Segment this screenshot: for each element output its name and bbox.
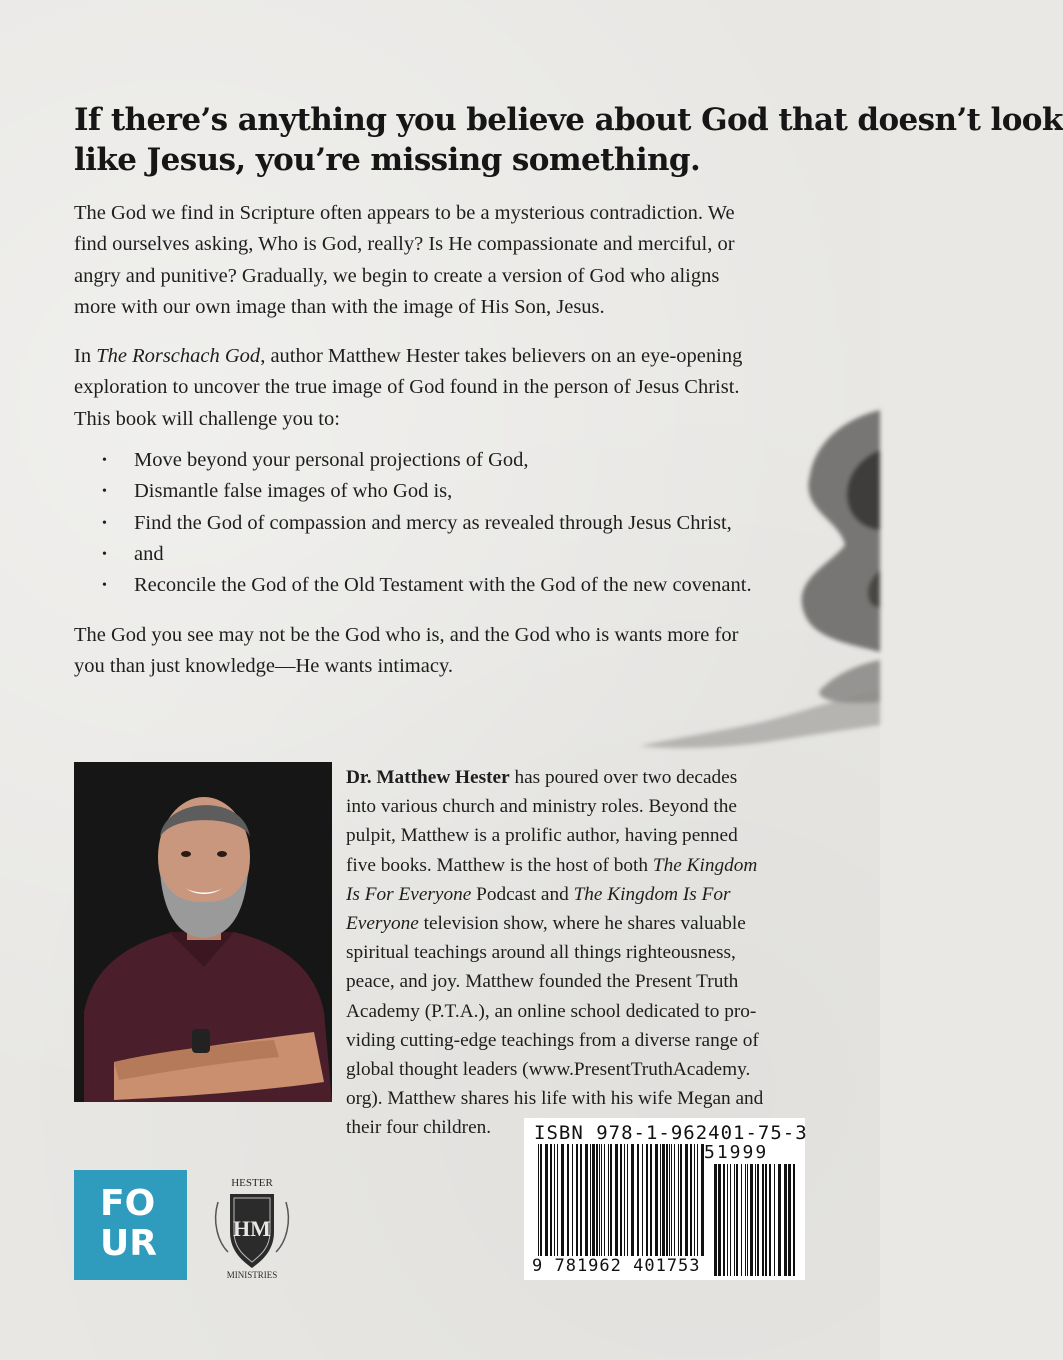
barcode-addon-bar: [723, 1164, 725, 1276]
bio-line: viding cutting-edge teachings from a diverse range of: [346, 1029, 759, 1051]
list-item: • Reconcile the God of the Old Testament with the God of the new covenant.: [74, 570, 814, 601]
closing-paragraph: [74, 620, 814, 683]
barcode-addon-bar: [784, 1164, 787, 1276]
bio-line: into various church and ministry roles. Beyond the: [346, 796, 737, 818]
barcode-bar: [572, 1144, 573, 1256]
show-title: Everyone: [346, 913, 419, 935]
bio-line: global thought leaders (www.PresentTruthAcademy.: [346, 1059, 751, 1081]
barcode-bar: [674, 1144, 675, 1256]
barcode-bar: [646, 1144, 648, 1256]
four-logo-text-top: FO: [100, 1183, 156, 1224]
four-logo-text-bottom: UR: [100, 1223, 157, 1264]
list-item-continuation: • and: [74, 539, 814, 570]
barcode-bar: [690, 1144, 692, 1256]
bio-line: spiritual teachings around all things righteousness,: [346, 942, 736, 964]
bio-text: five books. Matthew is the host of both: [346, 854, 653, 876]
barcode-bar: [697, 1144, 698, 1256]
barcode-bar: [610, 1144, 612, 1256]
bio-text: has poured over two decades: [509, 767, 738, 788]
barcode-addon-bar: [734, 1164, 735, 1276]
barcode-bar: [576, 1144, 578, 1256]
barcode-bar: [567, 1144, 569, 1256]
intro-line-4: more with our own image than with the image of His Son, Jesus.: [74, 295, 605, 318]
barcode-bar: [669, 1144, 670, 1256]
intro-paragraph: [74, 198, 814, 323]
author-name: Dr. Matthew Hester: [346, 767, 510, 788]
barcode-bar: [627, 1144, 628, 1256]
author-bio: [346, 763, 816, 1143]
barcode-addon-bar: [757, 1164, 759, 1276]
barcode-addon-bar: [736, 1164, 738, 1276]
barcode-addon-bar: [769, 1164, 771, 1276]
barcode-bar: [655, 1144, 658, 1256]
headline-line-2: like Jesus, you’re missing something.: [74, 142, 701, 178]
summary-line-3: This book will challenge you to:: [74, 407, 340, 430]
barcode-bar: [590, 1144, 591, 1256]
barcode-bar: [615, 1144, 618, 1256]
barcode-addon-bar: [788, 1164, 791, 1276]
barcode-bar: [585, 1144, 588, 1256]
author-portrait-illustration: [74, 762, 332, 1102]
closing-line-1: The God you see may not be the God who is, and the God who is wants more for: [74, 624, 739, 646]
barcode-addon-bar: [718, 1164, 721, 1276]
bio-line: their four children.: [346, 1117, 492, 1139]
list-item: • Move beyond your personal projections of God,: [74, 445, 814, 476]
barcode-bar: [694, 1144, 695, 1256]
barcode-bar: [608, 1144, 609, 1256]
barcode-bar: [660, 1144, 661, 1256]
shield-icon: [210, 1172, 294, 1282]
barcode-bar: [545, 1144, 548, 1256]
barcode-bar: [678, 1144, 679, 1256]
list-item: • Find the God of compassion and mercy as revealed through Jesus Christ,: [74, 508, 814, 539]
bio-text: Podcast and: [471, 883, 574, 905]
show-title: Is For Everyone: [346, 883, 472, 905]
barcode-bar: [540, 1144, 542, 1256]
barcode-bar: [601, 1144, 602, 1256]
headline: [74, 100, 1063, 180]
list-item: • Dismantle false images of who God is,: [74, 476, 814, 507]
summary-line-2: exploration to uncover the true image of God found in the person of Jesus Christ.: [74, 376, 740, 399]
isbn-label: ISBN 978-1-962401-75-3: [534, 1122, 808, 1144]
barcode-addon-bar: [765, 1164, 767, 1276]
barcode-bar: [685, 1144, 688, 1256]
barcode-addon-bar: [762, 1164, 764, 1276]
barcode-bar: [662, 1144, 665, 1256]
intro-line-2: find ourselves asking, Who is God, really? Is He compassionate and merciful, or: [74, 233, 735, 256]
closing-line-2: you than just knowledge—He wants intimacy.: [74, 655, 453, 678]
barcode-bar: [624, 1144, 625, 1256]
barcode-addon-bar: [778, 1164, 781, 1276]
barcode-bar: [637, 1144, 639, 1256]
barcode-addon-bar: [793, 1164, 795, 1276]
barcode-addon-bar: [774, 1164, 775, 1276]
bio-line: [346, 763, 816, 792]
bio-line: [346, 851, 816, 880]
barcode-bar: [642, 1144, 643, 1256]
bio-line: org). Matthew shares his life with his wife Megan and: [346, 1088, 764, 1110]
barcode-addon-bar: [730, 1164, 731, 1276]
barcode-addon-bar: [741, 1164, 742, 1276]
barcode-addon-bar: [750, 1164, 753, 1276]
ministries-bottom-text: MINISTRIES: [226, 1270, 278, 1280]
summary-paragraph: [74, 341, 814, 435]
barcode-bar: [620, 1144, 622, 1256]
barcode-bar: [650, 1144, 652, 1256]
barcode-bar: [680, 1144, 682, 1256]
bio-line: [346, 909, 816, 938]
barcode-bar: [561, 1144, 564, 1256]
barcode-bar: [557, 1144, 558, 1256]
barcode-addon-bar: [727, 1164, 728, 1276]
four-publisher-logo: [74, 1170, 187, 1280]
summary-pre: In: [74, 345, 97, 367]
barcode-addon-bar: [755, 1164, 756, 1276]
barcode-addon-bar: [745, 1164, 746, 1276]
ministries-monogram: HM: [233, 1216, 271, 1241]
barcode-addon-bar: [747, 1164, 748, 1276]
challenge-list: [74, 445, 814, 601]
barcode-bar: [666, 1144, 668, 1256]
barcode-addon-bar: [714, 1164, 717, 1276]
isbn-digits: 9 781962 401753: [532, 1256, 701, 1276]
barcode-bar: [671, 1144, 672, 1256]
barcode-bar: [631, 1144, 634, 1256]
barcode-bar: [580, 1144, 582, 1256]
barcode-bar: [538, 1144, 539, 1256]
bio-line: pulpit, Matthew is a prolific author, having penned: [346, 825, 738, 847]
bio-line: [346, 880, 816, 909]
barcode-bar: [604, 1144, 605, 1256]
price-code: 51999: [704, 1142, 769, 1163]
ministries-top-text: HESTER: [231, 1177, 273, 1189]
barcode-bar: [592, 1144, 595, 1256]
barcode-bar: [599, 1144, 600, 1256]
bio-line: peace, and joy. Matthew founded the Present Truth: [346, 971, 739, 993]
barcode-bar: [596, 1144, 598, 1256]
summary-post: , author Matthew Hester takes believers on an eye-opening: [260, 345, 743, 367]
intro-line-1: The God we find in Scripture often appears to be a mysterious contradiction. We: [74, 202, 735, 224]
bio-text: television show, where he shares valuable: [418, 913, 746, 935]
show-title: The Kingdom Is For: [573, 883, 731, 905]
show-title: The Kingdom: [652, 854, 758, 876]
book-title: The Rorschach God: [96, 345, 261, 367]
intro-line-3: angry and punitive? Gradually, we begin to create a version of God who aligns: [74, 264, 720, 287]
summary-line-1: [74, 341, 814, 372]
isbn-barcode: [524, 1118, 808, 1280]
author-photo: [74, 762, 332, 1102]
hester-ministries-logo: [210, 1172, 294, 1282]
barcode-bar: [550, 1144, 552, 1256]
headline-line-1: If there’s anything you believe about God that doesn’t look: [74, 102, 1063, 138]
bio-line: Academy (P.T.A.), an online school dedicated to pro-: [346, 1000, 757, 1022]
barcode-bar: [554, 1144, 555, 1256]
